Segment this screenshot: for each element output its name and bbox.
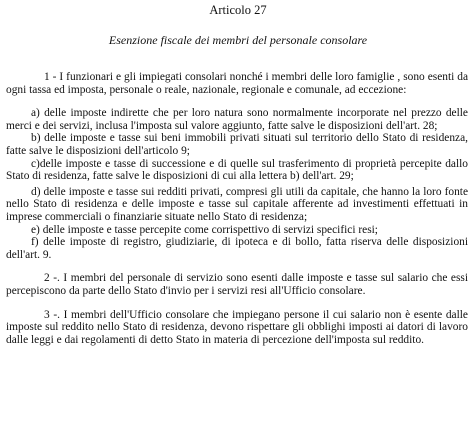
- paragraph-1-intro: 1 - I funzionari e gli impiegati consolari nonché i membri delle loro famiglie , sono esenti da ogni tassa ed imposta, personale o reale, nazionale, regionale e comunale, ad eccezione:: [6, 71, 468, 96]
- spacer: [6, 96, 468, 107]
- article-title: Articolo 27: [209, 3, 267, 17]
- list-item-c: c)delle imposte e tasse di successione e di quelle sul trasferimento di proprietà percepite dallo Stato di residenza, fatte salve le disposizioni di cui alla lettera b) dell'art. 29;: [6, 157, 468, 183]
- list-item-e: e) delle imposte e tasse percepite come corrispettivo di servizi specifici resi;: [31, 223, 378, 236]
- paragraph-2: 2 -. I membri del personale di servizio sono esenti dalle imposte e tasse sul salario che essi percepiscono da parte dello Stato d'invio per i servizi resi all'Ufficio consolare.: [6, 272, 468, 297]
- spacer: [6, 261, 468, 272]
- list-item-d: d) delle imposte e tasse sui redditi privati, compresi gli utili da capitale, che hanno la loro fonte nello Stato di residenza e delle imposte e tasse sul capitale afferente ad investimenti effettuati in imprese commerciali o finanziarie situate nello Stato di residenza;: [6, 185, 468, 223]
- paragraph-3: 3 -. I membri dell'Ufficio consolare che impiegano persone il cui salario non è esente dalle imposte sul reddito nello Stato di residenza, devono rispettare gli obblighi imposti ai datori di lavoro dalle leggi e dai regolamenti di detto Stato in materia di percezione dell'imposta sul reddito.: [6, 308, 468, 346]
- article-body: [6, 71, 468, 346]
- list-item-f: f) delle imposte di registro, giudiziarie, di ipoteca e di bollo, fatta riserva delle disposizioni dell'art. 9.: [6, 236, 468, 261]
- list-item-a: a) delle imposte indirette che per loro natura sono normalmente incorporate nel prezzo delle merci e dei servizi, inclusa l'imposta sul valore aggiunto, fatte salve le disposizioni dell'art. 28;: [6, 107, 468, 132]
- spacer: [6, 298, 468, 309]
- article-subtitle: Esenzione fiscale dei membri del personale consolare: [108, 33, 368, 47]
- list-item-b: b) delle imposte e tasse sui beni immobili privati situati sul territorio dello Stato di residenza, fatte salve le disposizioni dell'articolo 9;: [6, 132, 468, 157]
